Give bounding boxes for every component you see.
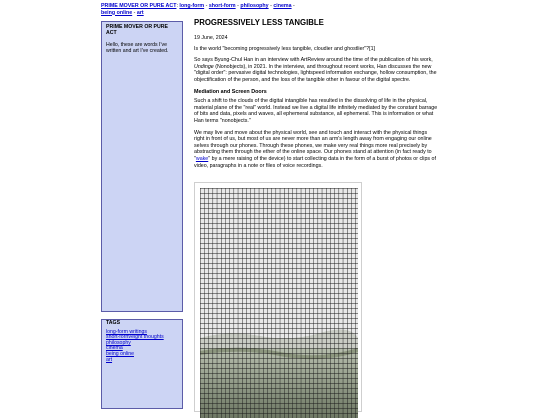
tag-link-philosophy[interactable]: philosophy [106, 339, 131, 346]
screen-door-photo [194, 182, 362, 412]
p1-text-before: So says Byung-Chul Han in an interview with ArtReview around the time of the publication of his work, [194, 57, 433, 64]
sidebar-text: Hello, these are words I've written and art I've created. [106, 41, 169, 55]
section-heading: Mediation and Screen Doors [194, 88, 267, 95]
tags-title: TAGS [106, 320, 121, 326]
tag-link-being-online[interactable]: being online [106, 350, 134, 357]
nav-site-link[interactable]: PRIME MOVER OR PURE ACT [101, 3, 177, 9]
top-navigation: PRIME MOVER OR PURE ACT: long-form - short-form - philosophy - cinema - being online - art [101, 3, 295, 16]
p1-title-italic: Undinge [194, 63, 214, 70]
p3-text-before: We may live and move about the physical world, see and touch and interact with the physical things right in front of us, but most of us are never more than an arm's length away from engaging our online selves through our phones. Through these phones, we make very real things more real precisely by abstracting them through the ether of the online space. Our phones stand at attention (in fact ready to " [194, 129, 432, 162]
wake-link[interactable]: wake [195, 155, 209, 162]
nav-link-philosophy[interactable]: philosophy [240, 3, 269, 9]
nav-link-cinema[interactable]: cinema [273, 3, 292, 9]
post-intro: Is the world "becoming progressively less tangible, cloudier and ghostlier"?[1] [194, 45, 376, 52]
tag-link-short-form[interactable]: short-form/eight thoughts [106, 334, 164, 341]
nav-link-short-form[interactable]: short-form [208, 3, 236, 9]
tags-panel [101, 319, 183, 409]
post-paragraph-1 [194, 57, 438, 83]
post-paragraph-3 [194, 130, 438, 170]
post-title: PROGRESSIVELY LESS TANGIBLE [194, 18, 324, 27]
nav-link-being-online[interactable]: being online [101, 9, 133, 16]
p1-text-after: (Nonobjects), in 2021. In the interview, and throughout recent works, Han discusses the new "digital order": pervasive digital technologies, lightspeed information exchange, hollow consumption, the objectification of the person, and the loss of the tangible other in favour of the digital spectre. [194, 63, 437, 83]
p3-text-after: " by a mere raising of the device) to start collecting data in the form of a burst of photos or clips of video, paragraphs in a note or files of voice recordings. [194, 155, 436, 169]
tag-link-cinema[interactable]: cinema [106, 345, 123, 352]
post-paragraph-2: Such a shift to the clouds of the digital intangible has resulted in the dissolving of life in the physical, material plane of the "real" world. Instead we live a digital life infinitely mediated by the constant barrage of bits and data, pixels and waves, all ephemeral substance, all ephemeral. This is information or what Han terms "nonobjects." [194, 98, 438, 124]
post-date: 19 June, 2024 [194, 35, 228, 41]
tag-link-art[interactable]: art [106, 356, 113, 363]
photo-image [200, 188, 358, 418]
sidebar-title: PRIME MOVER OR PURE ACT [106, 24, 168, 37]
sidebar-panel [101, 21, 183, 312]
nav-link-art[interactable]: art [136, 9, 144, 16]
tag-link-long-form-writings[interactable]: long-form writings [106, 328, 147, 335]
screen-grid-graphic [200, 188, 358, 418]
nav-link-long-form[interactable]: long-form [179, 3, 205, 9]
post-content [194, 17, 438, 174]
